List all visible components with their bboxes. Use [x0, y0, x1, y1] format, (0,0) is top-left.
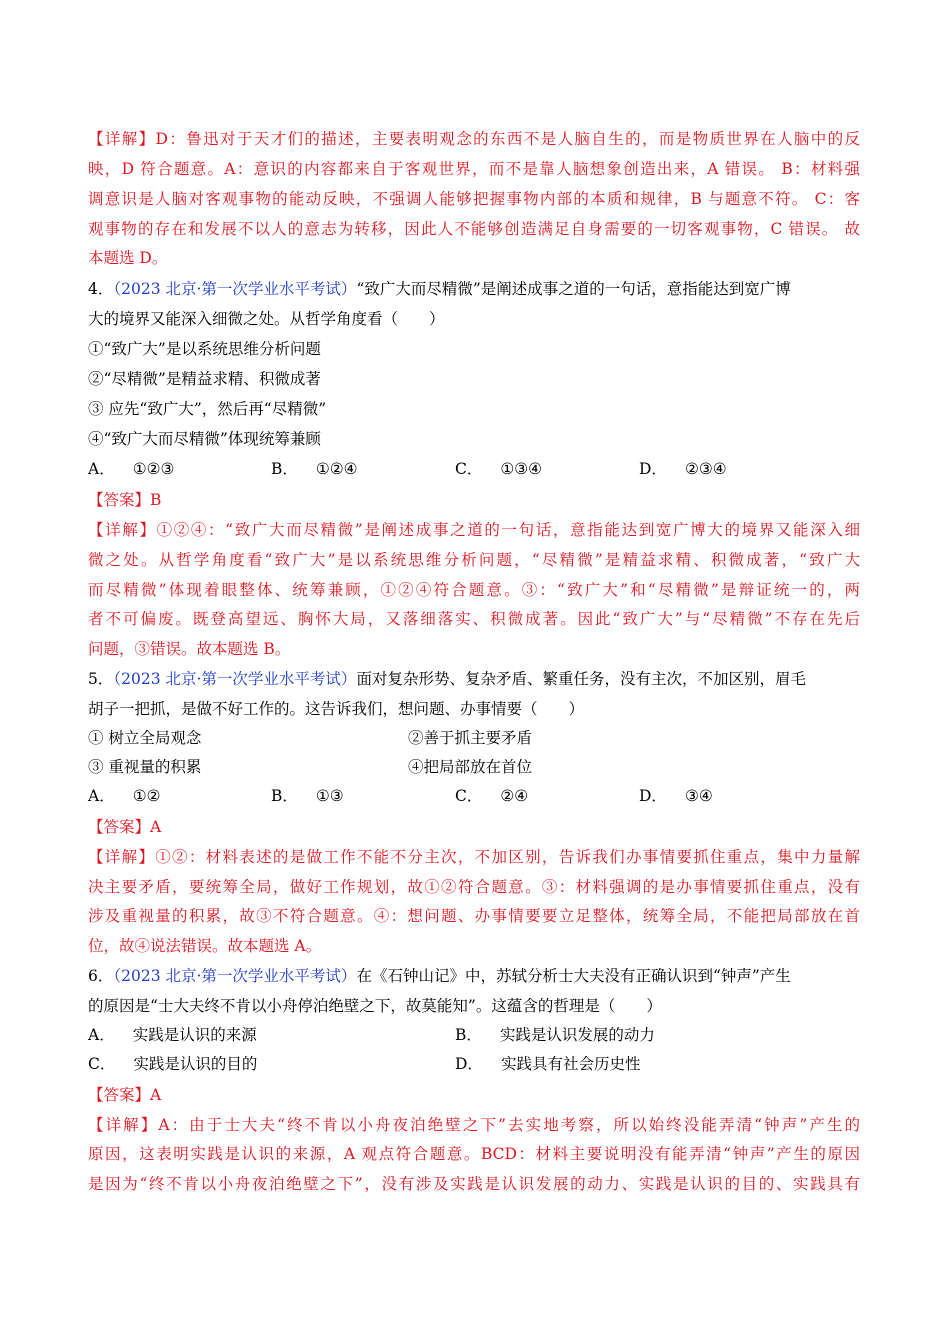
option-a: [88, 459, 174, 479]
detail-line: 【详解】A：由于士大夫“终不肯以小舟夜泊绝壁之下”去实地考察，所以始终没能弄清“钟声”产生的: [88, 1116, 860, 1134]
statement: ③ 重视量的积累: [88, 758, 202, 776]
option-letter: B．: [271, 460, 298, 478]
detail-line: 而尽精微”体现着眼整体、统筹兼顾，①②④符合题意。③：“致广大”和“尽精微”是辩证统一的，两: [88, 581, 860, 599]
question-source: （2023 北京·第一次学业水平考试）: [113, 280, 357, 298]
option-letter: D．: [639, 787, 667, 805]
statement: ④把局部放在首位: [408, 758, 533, 776]
option-text: 实践是认识的来源: [132, 1026, 257, 1044]
option-d: [639, 786, 713, 806]
option-letter: B．: [455, 1026, 482, 1044]
option-text: 实践具有社会历史性: [500, 1055, 641, 1073]
option-letter: C．: [455, 460, 483, 478]
statement: ①“致广大”是以系统思维分析问题: [88, 340, 321, 358]
detail-line: 决主要矛盾，要统筹全局，做好工作规划，故①②符合题意。③：材料强调的是办事情要抓住重点，没有: [88, 878, 860, 896]
stem-text: 的原因是“士大夫终不肯以小舟停泊绝壁之下，故莫能知”。这蕴含的哲理是（ ）: [88, 997, 662, 1015]
statement: ②善于抓主要矛盾: [408, 729, 533, 747]
stem-text: 在《石钟山记》中，苏轼分析士大夫没有正确认识到“钟声”产生: [356, 967, 791, 985]
option-text: ①②④: [315, 460, 358, 478]
answer-label: 【答案】A: [88, 818, 162, 836]
detail-line: 者不可偏废。既登高望远、胸怀大局，又落细落实、积微成著。因此“致广大”与“尽精微”不存在先后: [88, 610, 860, 628]
stem-text: 面对复杂形势、复杂矛盾、繁重任务，没有主次，不加区别，眉毛: [356, 670, 806, 688]
detail-line: 问题，③错误。故本题选 B。: [88, 640, 291, 658]
option-text: 实践是认识的目的: [133, 1055, 258, 1073]
option-text: ③④: [684, 787, 713, 805]
stem-text: “致广大而尽精微”是阐述成事之道的一句话，意指能达到宽广博: [356, 280, 791, 298]
detail-line: 【详解】D：鲁迅对于天才们的描述，主要表明观念的东西不是人脑自生的，而是物质世界在人脑中的反: [88, 130, 860, 148]
option-letter: D．: [639, 460, 667, 478]
detail-line: 原因，这表明实践是认识的来源，A 观点符合题意。BCD：材料主要说明没有能弄清“钟声”产生的原因: [88, 1145, 860, 1163]
option-text: ②③④: [684, 460, 727, 478]
detail-line: 观事物的存在和发展不以人的意志为转移，因此人不能够创造满足自身需要的一切客观事物，C 错误。 故: [88, 220, 860, 238]
question-number: 5．: [88, 670, 114, 688]
question-number: 4．: [88, 280, 114, 298]
option-letter: C．: [455, 787, 483, 805]
detail-line: 位，故④说法错误。故本题选 A。: [88, 937, 322, 955]
statement: ②“尽精微”是精益求精、积微成著: [88, 370, 321, 388]
statement: ③ 应先“致广大”，然后再“尽精微”: [88, 400, 327, 418]
option-letter: C．: [88, 1055, 116, 1073]
option-text: ①②: [132, 787, 161, 805]
detail-line: 微之处。从哲学角度看“致广大”是以系统思维分析问题，“尽精微”是精益求精、积微成著，“致广大: [88, 551, 860, 569]
detail-line: 本题选 D。: [88, 249, 168, 267]
option-letter: A．: [88, 787, 115, 805]
detail-line: 是因为“终不肯以小舟夜泊绝壁之下”，没有涉及实践是认识发展的动力、实践是认识的目的、实践具有: [88, 1175, 860, 1193]
option-c: [455, 786, 528, 806]
detail-line: 映，D 符合题意。A：意识的内容都来自于客观世界，而不是靠人脑想象创造出来，A 错误。 B：材料强: [88, 160, 860, 178]
option-text: ②④: [500, 787, 529, 805]
answer-label: 【答案】B: [88, 491, 162, 509]
question-source: （2023 北京·第一次学业水平考试）: [113, 670, 357, 688]
option-letter: A．: [88, 1026, 115, 1044]
option-c: [455, 459, 542, 479]
option-text: 实践是认识发展的动力: [499, 1026, 655, 1044]
option-letter: D．: [455, 1055, 483, 1073]
question-stem: [88, 966, 860, 986]
statement: ④“致广大而尽精微”体现统筹兼顾: [88, 430, 321, 448]
answer-label: 【答案】A: [88, 1086, 162, 1104]
question-stem: [88, 279, 860, 299]
option-letter: B．: [271, 787, 298, 805]
option-b: [271, 459, 358, 479]
option-c: [88, 1054, 257, 1074]
option-text: ①③: [315, 787, 344, 805]
question-source: （2023 北京·第一次学业水平考试）: [113, 967, 357, 985]
option-text: ①③④: [500, 460, 543, 478]
detail-line: 涉及重视量的积累，故③不符合题意。④：想问题、办事情要要立足整体，统筹全局，不能把局部放在首: [88, 907, 860, 925]
stem-text: 胡子一把抓，是做不好工作的。这告诉我们，想问题、办事情要（ ）: [88, 700, 585, 718]
detail-line: 【详解】①②④：“致广大而尽精微”是阐述成事之道的一句话，意指能达到宽广博大的境界又能深入细: [88, 521, 860, 539]
option-text: ①②③: [132, 460, 175, 478]
option-d: [639, 459, 727, 479]
question-number: 6．: [88, 967, 114, 985]
detail-line: 【详解】①②：材料表述的是做工作不能不分主次，不加区别，告诉我们办事情要抓住重点，集中力量解: [88, 848, 860, 866]
option-b: [455, 1025, 655, 1045]
option-a: [88, 786, 161, 806]
option-letter: A．: [88, 460, 115, 478]
question-stem: [88, 669, 860, 689]
statement: ① 树立全局观念: [88, 729, 202, 747]
detail-line: 调意识是人脑对客观事物的能动反映，不强调人能够把握事物内部的本质和规律，B 与题意不符。 C：客: [88, 190, 860, 208]
option-b: [271, 786, 344, 806]
stem-text: 大的境界又能深入细微之处。从哲学角度看（ ）: [88, 310, 445, 328]
option-a: [88, 1025, 257, 1045]
option-d: [455, 1054, 640, 1074]
